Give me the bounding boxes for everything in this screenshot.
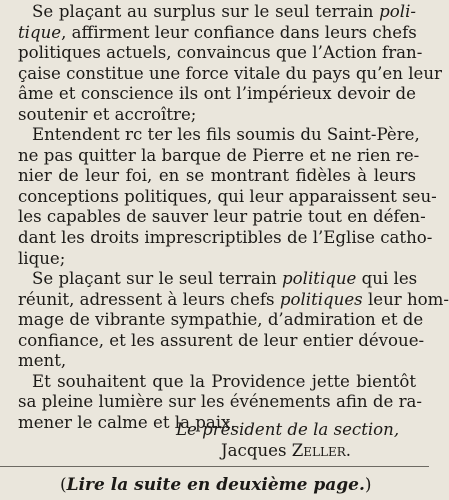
article-line xyxy=(18,330,425,352)
signature-first-name: Jacques xyxy=(221,441,287,460)
separator-rule xyxy=(0,466,429,467)
text-run: réunit, adressent à leurs chefs xyxy=(18,289,280,309)
article-paragraph xyxy=(18,269,449,372)
article-line xyxy=(18,145,420,167)
text-run: ment, xyxy=(18,351,67,371)
continuation-close-paren: ) xyxy=(364,475,372,495)
article-line xyxy=(18,84,416,105)
article-body xyxy=(18,2,449,433)
article-line xyxy=(18,289,449,311)
text-run: çaise constitue une force vitale du pays qu’en leur xyxy=(18,63,442,83)
text-run: conceptions politiques, qui leur apparaissent seu- xyxy=(18,186,437,206)
text-run: dant les droits imprescriptibles de l’Eglise catho- xyxy=(18,228,433,248)
article-line xyxy=(18,228,433,249)
article-line xyxy=(18,63,442,85)
text-run: Se plaçant au surplus sur le seul terrain xyxy=(32,2,380,21)
italic-text: tique xyxy=(18,22,62,42)
italic-text: politique xyxy=(282,269,357,289)
article-line xyxy=(18,269,416,290)
text-run: Se plaçant sur le seul terrain xyxy=(32,269,283,289)
article-line xyxy=(18,43,423,64)
italic-text: poli- xyxy=(379,2,416,21)
signature-last-name: Zeller xyxy=(291,441,346,460)
text-run: Et souhaitent que la Providence jette bientôt xyxy=(32,371,416,391)
signature-title: Le président de la section, xyxy=(176,420,400,439)
article-line xyxy=(18,249,416,270)
text-run: Entendent rc ter les fils soumis du Saint-Père, xyxy=(32,125,420,145)
text-run: soutenir et accroître; xyxy=(18,104,197,124)
signature-name-suffix: . xyxy=(345,441,352,460)
text-run: âme et conscience ils ont l’impérieux devoir de xyxy=(18,84,416,104)
text-run: nier de leur foi, en se montrant fidèles à leurs xyxy=(18,166,416,186)
article-paragraph xyxy=(18,125,437,269)
article-line xyxy=(18,23,416,44)
text-run: mener le calme et la paix. xyxy=(18,412,236,432)
signature-name xyxy=(221,441,351,460)
continuation-open-paren: ( xyxy=(60,475,67,495)
text-run: lique; xyxy=(18,248,66,268)
article-line xyxy=(18,207,426,228)
article-line xyxy=(18,186,437,208)
article-line xyxy=(18,372,416,393)
text-run: , affirment leur confiance dans leurs chefs xyxy=(61,22,417,42)
article-line xyxy=(18,310,424,331)
italic-text: politiques xyxy=(279,289,363,309)
text-run: ne pas quitter la barque de Pierre et ne rien re- xyxy=(18,145,420,165)
text-run: sa pleine lumière sur les événements afin de ra- xyxy=(18,392,423,412)
article-line xyxy=(18,125,420,146)
text-run: leur hom- xyxy=(362,289,449,309)
text-run: qui les xyxy=(356,269,418,289)
article-line xyxy=(18,105,416,126)
text-run: politiques actuels, convaincus que l’Action fran- xyxy=(18,43,423,63)
article-paragraph xyxy=(18,2,442,125)
article-line xyxy=(18,166,416,187)
text-run: les capables de sauver leur patrie tout en défen- xyxy=(18,207,426,227)
continuation-note xyxy=(60,475,372,495)
article-line xyxy=(18,392,423,413)
text-run: mage de vibrante sympathie, d’admiration et de xyxy=(18,310,424,330)
text-run: confiance, et les assurent de leur entier dévoue- xyxy=(18,330,425,350)
article-line xyxy=(18,351,416,372)
continuation-text: Lire la suite en deuxième page. xyxy=(66,475,365,495)
article-line xyxy=(18,2,416,23)
